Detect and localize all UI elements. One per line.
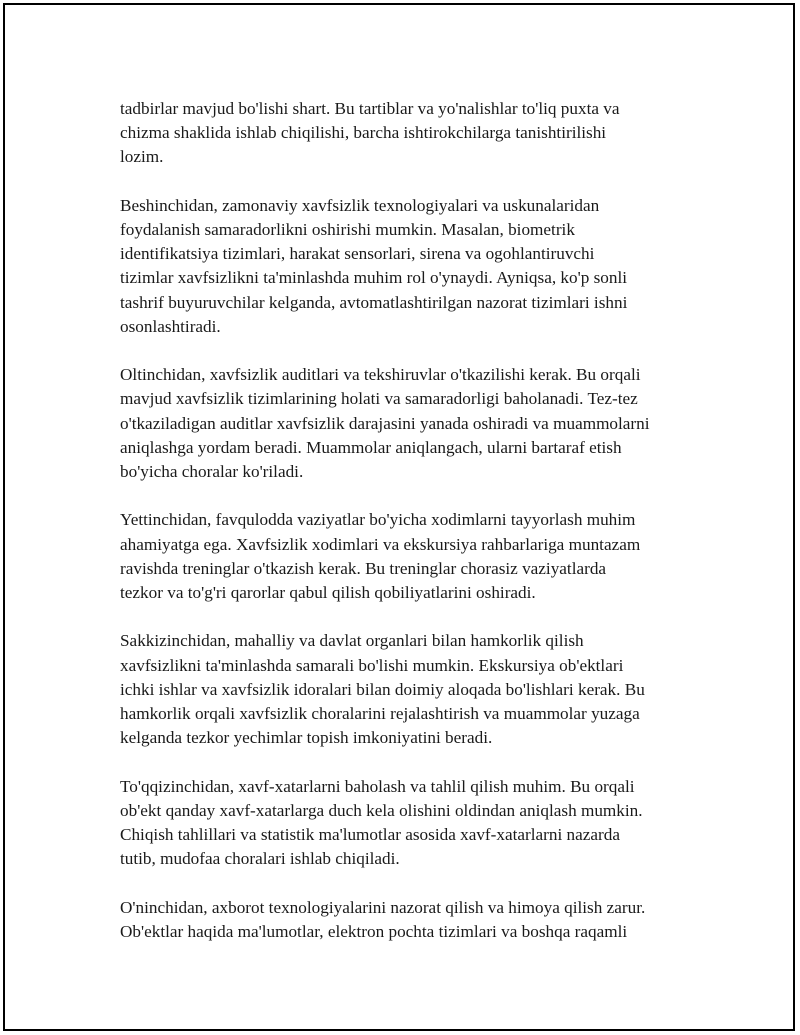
text-line: Oltinchidan, xavfsizlik auditlari va tekshiruvlar o'tkazilishi kerak. Bu orqali xyxy=(120,365,641,385)
text-line: bo'yicha choralar ko'riladi. xyxy=(120,462,304,482)
text-line: Sakkizinchidan, mahalliy va davlat organlari bilan hamkorlik qilish xyxy=(120,631,584,651)
paragraph xyxy=(120,363,700,484)
text-line: ob'ekt qanday xavf-xatarlarga duch kela olishini oldindan aniqlash mumkin. xyxy=(120,800,643,820)
paragraph xyxy=(120,629,700,750)
paragraph xyxy=(120,508,700,605)
text-line: lozim. xyxy=(120,147,164,167)
paragraph xyxy=(120,775,700,872)
text-line: ichki ishlar va xavfsizlik idoralari bilan doimiy aloqada bo'lishlari kerak. Bu xyxy=(120,679,645,699)
text-line: o'tkaziladigan auditlar xavfsizlik darajasini yanada oshiradi va muammolarni xyxy=(120,413,650,433)
paragraph xyxy=(120,896,700,944)
paragraph xyxy=(120,97,700,170)
text-line: Yettinchidan, favqulodda vaziyatlar bo'yicha xodimlarni tayyorlash muhim xyxy=(120,510,636,530)
text-line: tizimlar xavfsizlikni ta'minlashda muhim rol o'ynaydi. Ayniqsa, ko'p sonli xyxy=(120,268,628,288)
text-line: chizma shaklida ishlab chiqilishi, barcha ishtirokchilarga tanishtirilishi xyxy=(120,123,607,143)
text-line: hamkorlik orqali xavfsizlik choralarini rejalashtirish va muammolar yuzaga xyxy=(120,704,640,724)
text-line: ahamiyatga ega. Xavfsizlik xodimlari va ekskursiya rahbarlariga muntazam xyxy=(120,534,641,554)
document-body xyxy=(120,97,700,968)
text-line: To'qqizinchidan, xavf-xatarlarni baholash va tahlil qilish muhim. Bu orqali xyxy=(120,776,635,796)
text-line: tadbirlar mavjud bo'lishi shart. Bu tartiblar va yo'nalishlar to'liq puxta va xyxy=(120,99,620,118)
text-line: mavjud xavfsizlik tizimlarining holati va samaradorligi baholanadi. Tez-tez xyxy=(120,389,638,409)
text-line: osonlashtiradi. xyxy=(120,316,221,336)
text-line: xavfsizlikni ta'minlashda samarali bo'lishi mumkin. Ekskursiya ob'ektlari xyxy=(120,655,624,675)
text-line: identifikatsiya tizimlari, harakat sensorlari, sirena va ogohlantiruvchi xyxy=(120,244,595,264)
text-line: Chiqish tahlillari va statistik ma'lumotlar asosida xavf-xatarlarni nazarda xyxy=(120,825,620,845)
text-line: Beshinchidan, zamonaviy xavfsizlik texnologiyalari va uskunalaridan xyxy=(120,195,600,215)
text-line: kelganda tezkor yechimlar topish imkoniyatini beradi. xyxy=(120,728,493,748)
text-line: ravishda treninglar o'tkazish kerak. Bu treninglar chorasiz vaziyatlarda xyxy=(120,558,607,578)
paragraph xyxy=(120,194,700,339)
text-line: O'ninchidan, axborot texnologiyalarini nazorat qilish va himoya qilish zarur. xyxy=(120,897,646,917)
text-line: Ob'ektlar haqida ma'lumotlar, elektron pochta tizimlari va boshqa raqamli xyxy=(120,921,628,941)
text-line: tutib, mudofaa choralari ishlab chiqiladi. xyxy=(120,849,400,869)
text-line: aniqlashga yordam beradi. Muammolar aniqlangach, ularni bartaraf etish xyxy=(120,437,622,457)
text-line: tezkor va to'g'ri qarorlar qabul qilish qobiliyatlarini oshiradi. xyxy=(120,583,536,603)
page-frame xyxy=(3,3,795,1031)
text-line: tashrif buyuruvchilar kelganda, avtomatlashtirilgan nazorat tizimlari ishni xyxy=(120,292,628,312)
text-line: foydalanish samaradorlikni oshirishi mumkin. Masalan, biometrik xyxy=(120,220,575,239)
